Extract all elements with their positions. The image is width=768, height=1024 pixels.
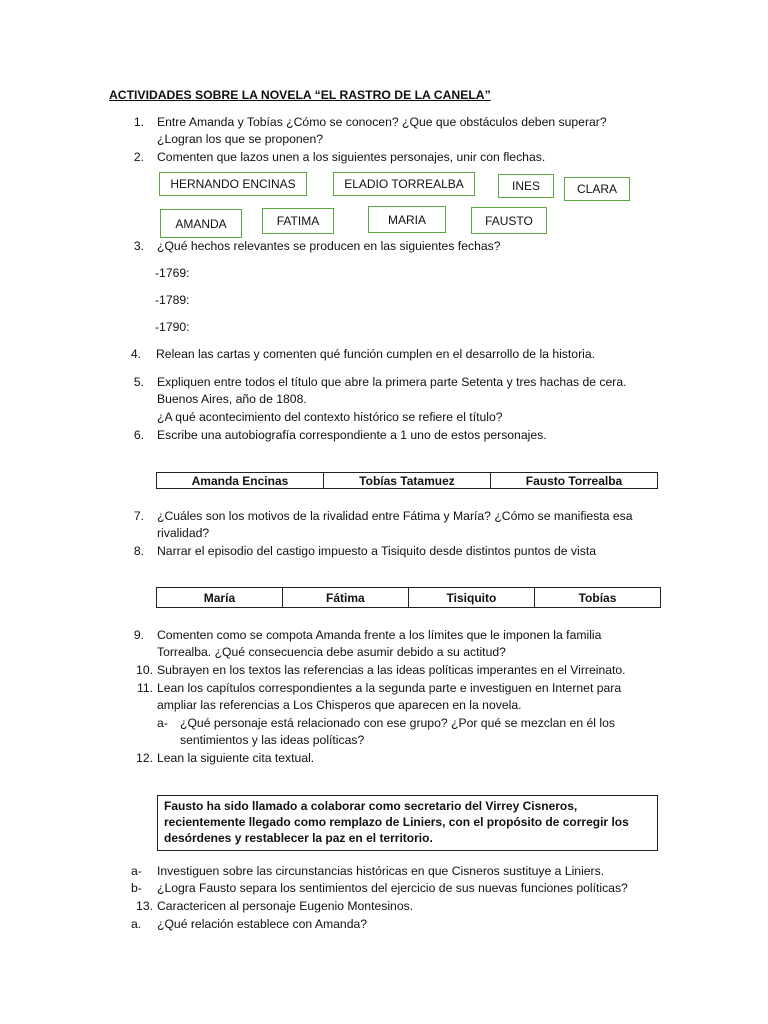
question-7-line-2: rivalidad?	[157, 526, 210, 540]
item-letter: a-	[131, 864, 142, 878]
item-number: 4.	[130, 347, 141, 361]
question-5-line-2: Buenos Aires, año de 1808.	[157, 392, 307, 406]
question-13a-line-1: ¿Qué relación establece con Amanda?	[157, 917, 368, 931]
item-number: 13.	[136, 899, 153, 913]
item-number: 5.	[133, 375, 144, 389]
character-box-hernando: HERNANDO ENCINAS	[159, 172, 307, 196]
question-4-line-1: Relean las cartas y comenten qué función cumplen en el desarrollo de la historia.	[156, 347, 595, 361]
item-number: 7.	[133, 509, 144, 523]
question-13-line-1: Caractericen al personaje Eugenio Montesinos.	[157, 899, 414, 913]
question-10-line-1: Subrayen en los textos las referencias a las ideas políticas imperantes en el Virreinato.	[157, 663, 626, 677]
item-number: 9.	[133, 628, 144, 642]
question-9-line-1: Comenten como se compota Amanda frente a los límites que le imponen la familia	[157, 628, 602, 642]
quote-line-3: desórdenes y restablecer la paz en el territorio.	[164, 831, 433, 845]
question-9-line-2: Torrealba. ¿Qué consecuencia debe asumir debido a su actitud?	[157, 645, 506, 659]
question-8-line-1: Narrar el episodio del castigo impuesto a Tisiquito desde distintos puntos de vista	[157, 544, 596, 558]
item-number: 8.	[133, 544, 144, 558]
question-12-line-1: Lean la siguiente cita textual.	[157, 751, 315, 765]
date-1769: -1769:	[155, 266, 190, 280]
question-11-line-2: ampliar las referencias a Los Chisperos que aparecen en la novela.	[157, 698, 522, 712]
question-b-line-1: ¿Logra Fausto separa los sentimientos del ejercicio de sus nuevas funciones políticas?	[157, 881, 628, 895]
table-cell: Amanda Encinas	[157, 473, 324, 489]
table-cell: Fausto Torrealba	[490, 473, 657, 489]
question-7-line-1: ¿Cuáles son los motivos de la rivalidad entre Fátima y María? ¿Cómo se manifiesta esa	[157, 509, 633, 523]
item-number: 1.	[133, 115, 144, 129]
table-cell: María	[157, 588, 283, 608]
table-cell: Fátima	[282, 588, 408, 608]
character-box-eladio: ELADIO TORREALBA	[333, 172, 475, 196]
question-1-line-2: ¿Logran los que se proponen?	[157, 132, 324, 146]
table-cell: Tisiquito	[408, 588, 534, 608]
item-number: 10.	[136, 663, 153, 677]
question-5-line-1: Expliquen entre todos el título que abre la primera parte Setenta y tres hachas de cera.	[157, 375, 627, 389]
question-2-line-1: Comenten que lazos unen a los siguientes personajes, unir con flechas.	[157, 150, 546, 164]
table-cell: Tobías	[535, 588, 661, 608]
item-letter: b-	[131, 881, 142, 895]
item-number: 12.	[136, 751, 153, 765]
character-box-fausto: FAUSTO	[471, 207, 547, 234]
question-5-line-3: ¿A qué acontecimiento del contexto histórico se refiere el título?	[157, 410, 503, 424]
character-box-maria: MARIA	[368, 206, 446, 233]
question-3-line-1: ¿Qué hechos relevantes se producen en las siguientes fechas?	[157, 239, 501, 253]
quote-line-1: Fausto ha sido llamado a colaborar como secretario del Virrey Cisneros,	[164, 799, 578, 813]
character-box-clara: CLARA	[564, 177, 630, 201]
question-11-line-1: Lean los capítulos correspondientes a la segunda parte e investiguen en Internet para	[157, 681, 622, 695]
question-11a-line-2: sentimientos y las ideas políticas?	[180, 733, 365, 747]
date-1789: -1789:	[155, 293, 190, 307]
date-1790: -1790:	[155, 320, 190, 334]
item-number: 3.	[133, 239, 144, 253]
characters-table-1	[156, 472, 658, 489]
quote-box	[157, 795, 658, 851]
item-number: 2.	[133, 150, 144, 164]
quote-line-2: recientemente llegado como remplazo de Liniers, con el propósito de corregir los	[164, 815, 629, 829]
item-number: 6.	[133, 428, 144, 442]
character-box-amanda: AMANDA	[160, 209, 242, 238]
question-1-line-1: Entre Amanda y Tobías ¿Cómo se conocen? ¿Que que obstáculos deben superar?	[157, 115, 607, 129]
characters-table-2	[156, 587, 661, 608]
table-cell: Tobías Tatamuez	[323, 473, 490, 489]
item-number: 11.	[136, 681, 153, 695]
sub-item-letter: a-	[157, 716, 168, 730]
question-a-line-1: Investiguen sobre las circunstancias históricas en que Cisneros sustituye a Liniers.	[157, 864, 605, 878]
question-11a-line-1: ¿Qué personaje está relacionado con ese grupo? ¿Por qué se mezclan en él los	[180, 716, 615, 730]
character-box-fatima: FATIMA	[262, 208, 334, 234]
question-6-line-1: Escribe una autobiografía correspondiente a 1 uno de estos personajes.	[157, 428, 547, 442]
character-box-ines: INES	[498, 174, 554, 198]
item-letter: a.	[131, 917, 142, 931]
worksheet-title: ACTIVIDADES SOBRE LA NOVELA “EL RASTRO DE LA CANELA”	[109, 88, 491, 102]
